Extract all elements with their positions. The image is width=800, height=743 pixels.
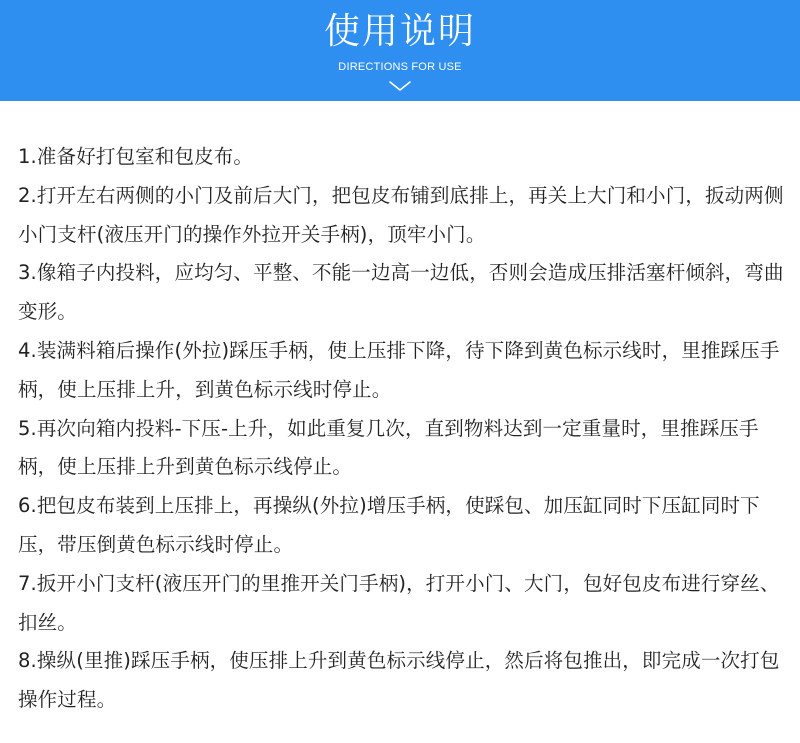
instruction-step-1: 1.准备好打包室和包皮布。: [18, 145, 254, 168]
header-banner: [0, 0, 800, 101]
instruction-step-3: 3.像箱子内投料，应均匀、平整、不能一边高一边低，否则会造成压排活塞杆倾斜，弯曲变形。: [18, 261, 784, 324]
instruction-step-7: 7.扳开小门支杆(液压开门的里推开关门手柄)，打开小门、大门，包好包皮布进行穿丝、扣丝。: [18, 571, 780, 634]
instruction-step-5: 5.再次向箱内投料-下压-上升，如此重复几次，直到物料达到一定重量时，里推踩压手柄，使上压排上升到黄色标示线停止。: [18, 416, 759, 479]
page-subtitle: DIRECTIONS FOR USE: [338, 61, 462, 73]
instruction-step-6: 6.把包皮布装到上压排上，再操纵(外拉)增压手柄，使踩包、加压缸同时下压缸同时下压，带压倒黄色标示线时停止。: [18, 494, 760, 556]
chevron-down-icon: [388, 80, 412, 92]
instruction-step-2: 2.打开左右两侧的小门及前后大门，把包皮布铺到底排上，再关上大门和小门，扳动两侧小门支杆(液压开门的操作外拉开关手柄)，顶牢小门。: [18, 183, 784, 246]
instruction-step-4: 4.装满料箱后操作(外拉)踩压手柄，使上压排下降，待下降到黄色标示线时，里推踩压手柄，使上压排上升，到黄色标示线时停止。: [18, 338, 780, 401]
instruction-step-8: 8.操纵(里推)踩压手柄，使压排上升到黄色标示线停止，然后将包推出，即完成一次打包操作过程。: [18, 649, 780, 712]
page-title: 使用说明: [323, 11, 476, 52]
instruction-list: [18, 138, 794, 720]
